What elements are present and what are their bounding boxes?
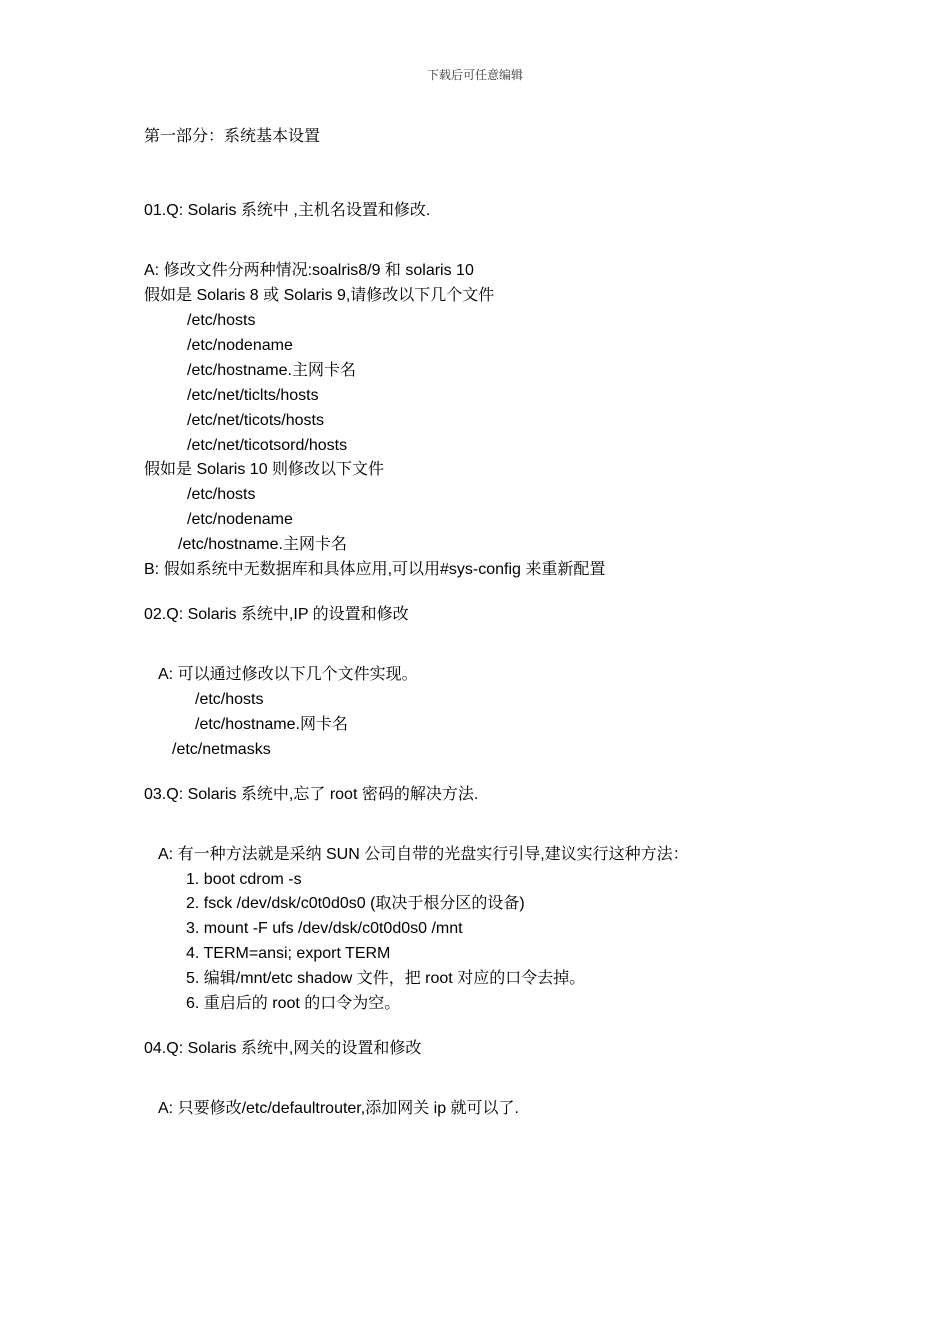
q01-case1-file: /etc/hosts <box>187 312 256 329</box>
q03-step: 1. boot cdrom -s <box>186 871 302 888</box>
q02-file: /etc/netmasks <box>172 741 271 758</box>
q01-answer-intro: A: 修改文件分两种情况:soalris8/9 和 solaris 10 <box>144 262 474 279</box>
q01-answer-b: B: 假如系统中无数据库和具体应用,可以用#sys-config 来重新配置 <box>144 561 606 578</box>
q01-case2-file: /etc/hosts <box>187 486 256 503</box>
q01-case1-file: /etc/net/ticots/hosts <box>187 412 324 429</box>
q02-answer-intro: A: 可以通过修改以下几个文件实现。 <box>158 666 418 683</box>
section-title: 第一部分：系统基本设置 <box>144 126 321 145</box>
q01-case2-file: /etc/hostname.主网卡名 <box>178 536 347 553</box>
q02-file: /etc/hosts <box>195 691 264 708</box>
q01-case1-file: /etc/nodename <box>187 337 293 354</box>
q03-step: 4. TERM=ansi; export TERM <box>186 945 391 962</box>
q01-case1-file: /etc/net/ticotsord/hosts <box>187 437 348 454</box>
q01-case1-label: 假如是 Solaris 8 或 Solaris 9,请修改以下几个文件 <box>144 287 495 304</box>
q01-case2-file: /etc/nodename <box>187 511 293 528</box>
q01-case1-file: /etc/net/ticlts/hosts <box>187 387 319 404</box>
q01-case1-file: /etc/hostname.主网卡名 <box>187 362 356 379</box>
q03-question: 03.Q: Solaris 系统中,忘了 root 密码的解决方法. <box>144 786 479 803</box>
page-header: 下载后可任意编辑 <box>426 68 523 82</box>
q03-step: 2. fsck /dev/dsk/c0t0d0s0 (取决于根分区的设备) <box>186 895 525 912</box>
q03-step: 5. 编辑/mnt/etc shadow 文件，把 root 对应的口令去掉。 <box>186 970 586 987</box>
q01-case2-label: 假如是 Solaris 10 则修改以下文件 <box>144 461 385 478</box>
q01-question: 01.Q: Solaris 系统中 ,主机名设置和修改. <box>144 202 431 219</box>
q03-step: 3. mount -F ufs /dev/dsk/c0t0d0s0 /mnt <box>186 920 463 937</box>
q02-file: /etc/hostname.网卡名 <box>195 716 348 733</box>
q04-question: 04.Q: Solaris 系统中,网关的设置和修改 <box>144 1040 422 1057</box>
q02-question: 02.Q: Solaris 系统中,IP 的设置和修改 <box>144 606 409 623</box>
q04-answer: A: 只要修改/etc/defaultrouter,添加网关 ip 就可以了. <box>158 1100 519 1117</box>
q03-answer-intro: A: 有一种方法就是采纳 SUN 公司自带的光盘实行引导,建议实行这种方法： <box>158 846 689 863</box>
q03-step: 6. 重启后的 root 的口令为空。 <box>186 995 401 1012</box>
